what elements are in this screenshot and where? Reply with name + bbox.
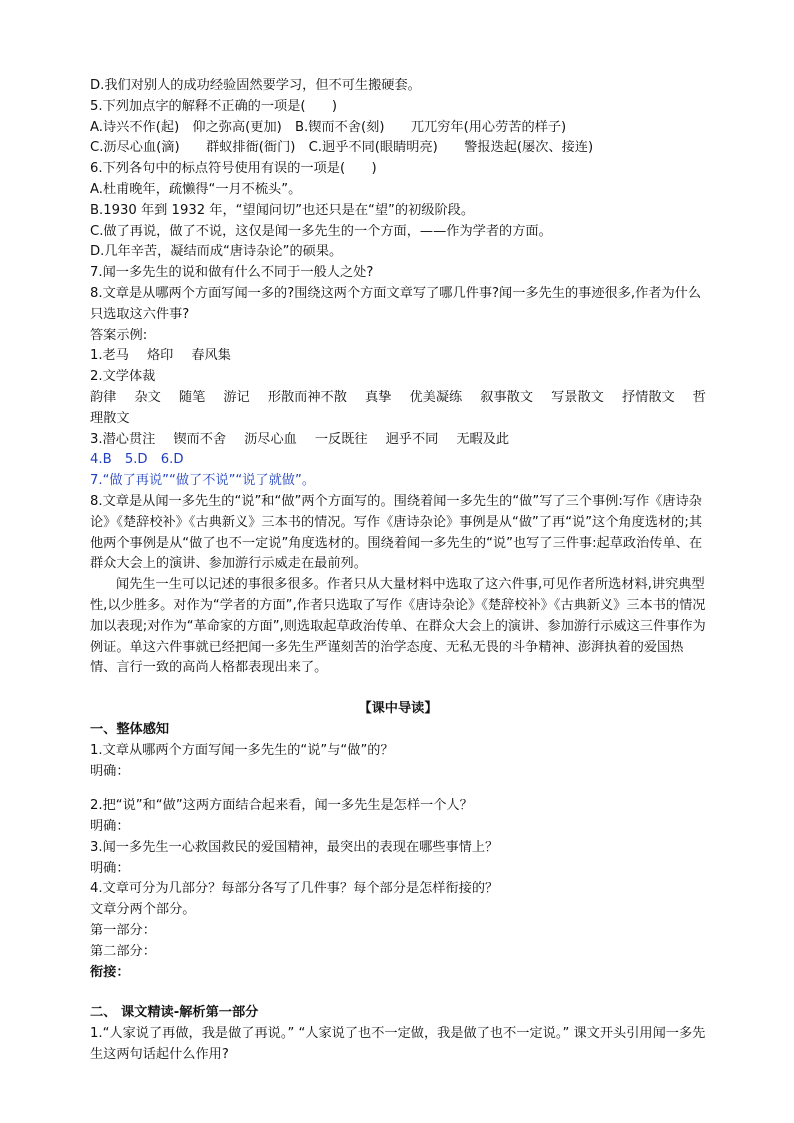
option-line: B.1930 年到 1932 年，“望闻问切”也还只是在“望”的初级阶段。 [90,202,475,218]
option-line: C.沥尽心血(滴) 群蚁排衙(衙门) C.迥乎不同(眼睛明亮) 警报迭起(屡次、接连) [90,140,594,156]
part-2-question-1: 1.“人家说了再做，我是做了再说。” “人家说了也不一定做，我是做了也不一定说。” 课文开头引用闻一多先生这两句话起什么作用? [90,1026,706,1063]
answer-2-label: 2.文学体裁 [90,369,156,385]
answer-heading: 答案示例: [90,327,148,343]
question-1: 1.文章从哪两个方面写闻一多先生的“说”与“做”的？ [90,742,394,758]
two-parts-text: 文章分两个部分。 [90,902,196,918]
option-line: D.几年辛苦，凝结而成“唐诗杂论”的硕果。 [90,244,343,260]
option-line: A.诗兴不作(起) 仰之弥高(更加) B.锲而不舍(刻) 兀兀穷年(用心劳苦的样子) [90,119,567,135]
option-line: A.杜甫晚年，疏懒得“一月不梳头”。 [90,181,302,197]
answer-3-item: 沥尽心血 [244,431,297,447]
answer-7: 7.“做了再说”“做了不说”“说了就做”。 [90,473,316,489]
genre-item: 哲 [692,389,706,405]
mingque-label: 明确： [90,763,130,779]
genre-item: 写景散文 [551,389,604,405]
genre-list [90,388,706,409]
genre-item: 形散而神不散 [267,389,347,405]
genre-item: 真挚 [365,389,392,405]
answer-1-item: 1.老马 [90,348,129,364]
genre-item: 韵律 [90,389,117,405]
answer-3-item: 锲而不舍 [173,431,227,447]
question-7: 7.闻一多先生的说和做有什么不同于一般人之处? [90,265,374,281]
connection-label: 衔接： [90,964,130,980]
answer-3-item: 一反既往 [314,431,368,447]
answer-3-item: 迥乎不同 [385,431,439,447]
answer-8: 8.文章是从闻一多先生的“说”和“做”两个方面写的。围绕着闻一多先生的“做”写了三个事例:写作《唐诗杂论》《楚辞校补》《古典新义》三本书的情况。写作《唐诗杂论》事例是从“做”了再“说”这个角度选材的;其他两个事例是从“做了也不一定说”角度选材的。围绕着闻一多先生的“说”也写了三件事:起草政治传单、在群众大会上的演讲、参加游行示威走在最前列。 [90,493,703,572]
answer-1-item: 烙印 [146,348,174,364]
answer-3-item: 无暇及此 [456,431,510,447]
option-line: C.做了再说，做了不说，这仅是闻一多先生的一个方面，——作为学者的方面。 [90,223,552,239]
answer-1 [90,346,706,367]
genre-item: 杂文 [134,389,161,405]
genre-item: 抒情散文 [621,389,675,405]
genre-wrap: 理散文 [90,410,130,426]
genre-item: 叙事散文 [480,389,534,405]
question-4: 4.文章可分为几部分？每部分各写了几件事？每个部分是怎样衔接的？ [90,881,499,897]
question-8: 8.文章是从哪两个方面写闻一多的?围绕这两个方面文章写了哪几件事?闻一多先生的事迹很多,作者为什么只选取这六件事? [90,285,702,322]
answer-4: 4.B 5.D 6.D [90,452,184,468]
text-line: D.我们对别人的成功经验固然要学习，但不可生搬硬套。 [90,78,421,93]
question-6: 6.下列各句中的标点符号使用有误的一项是( ) [90,161,377,177]
answer-3 [90,430,706,451]
genre-item: 优美凝练 [409,389,463,405]
answer-8-paragraph-2: 闻先生一生可以记述的事很多很多。作者只从大量材料中选取了这六件事,可见作者所选材料,讲究典型性,以少胜多。对作为“学者的方面”,作者只选取了写作《唐诗杂论》《楚辞校补》《古典新义》三本书的情况加以表现;对作为“革命家的方面”,则选取起草政治传单、在群众大会上的演讲、参加游行示威这三件事作为例证。单这六件事就已经把闻一多先生严谨刻苦的治学态度、无私无畏的斗争精神、澎湃执着的爱国热情、言行一致的高尚人格都表现出来了。 [90,577,706,676]
document-page [90,76,706,1066]
question-5: 5.下列加点字的解释不正确的一项是( ) [90,98,338,114]
section-title: 【课中导读】 [358,701,438,717]
answer-1-item: 春风集 [191,348,231,364]
mingque-label: 明确： [90,860,130,876]
part-two-label: 第二部分： [90,943,156,959]
part-2-heading: 二、 课文精读-解析第一部分 [90,1005,259,1021]
genre-item: 随笔 [178,389,206,405]
genre-item: 游记 [223,389,250,405]
part-one-label: 第一部分： [90,923,156,939]
question-3: 3.闻一多先生一心救国救民的爱国精神，最突出的表现在哪些事情上？ [90,839,499,855]
question-2: 2.把“说”和“做”这两方面结合起来看，闻一多先生是怎样一个人？ [90,798,473,814]
mingque-label: 明确： [90,819,130,835]
answer-3-item: 3.潜心贯注 [90,431,156,447]
part-1-heading: 一、整体感知 [90,721,170,737]
